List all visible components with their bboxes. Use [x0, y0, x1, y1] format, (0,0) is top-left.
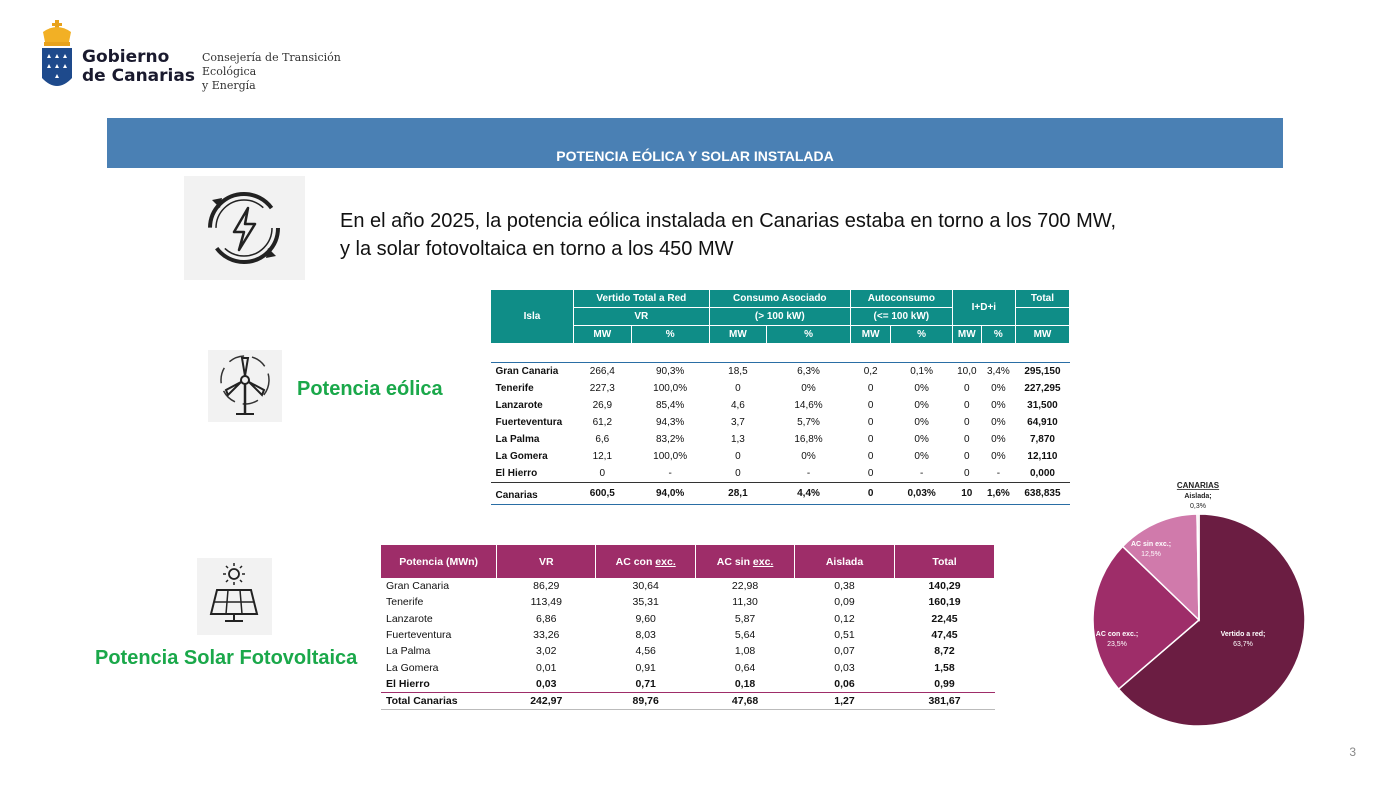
value-cell: 0,64 [734, 661, 756, 674]
value-cell: 0% [991, 434, 1006, 445]
value-cell: 28,1 [709, 483, 766, 505]
table-row [491, 380, 1070, 397]
isla-cell: Canarias [491, 483, 574, 505]
value-cell: 9,60 [635, 612, 656, 625]
value-cell: 0 [964, 451, 970, 462]
value-cell: 89,76 [596, 693, 696, 710]
unit-mw: MW [952, 326, 981, 344]
value-cell: - [806, 468, 811, 479]
unit-mw: MW [709, 326, 766, 344]
unit-mw: MW [850, 326, 891, 344]
value-cell: 1,08 [734, 645, 756, 658]
renewable-energy-icon [184, 176, 305, 280]
value-cell: 6,6 [595, 434, 610, 445]
value-cell: 47,68 [696, 693, 795, 710]
table-row [381, 676, 995, 693]
isla-cell: La Gomera [386, 661, 439, 674]
value-cell: 0% [801, 383, 816, 394]
solar-col-header: VR [497, 545, 596, 578]
value-cell: 94,0% [631, 483, 709, 505]
value-cell: 0,09 [834, 596, 855, 609]
value-cell: 14,6% [794, 400, 823, 411]
value-cell: 0,91 [635, 661, 656, 674]
value-cell: 0 [867, 468, 874, 479]
table-row [381, 594, 995, 610]
solar-panel-icon [197, 558, 272, 635]
value-cell: 0,1% [910, 366, 934, 377]
isla-cell: Tenerife [386, 596, 424, 609]
table-row [381, 578, 995, 594]
value-cell: 0 [964, 400, 970, 411]
value-cell: 47,45 [931, 629, 958, 642]
value-cell: 12,1 [592, 451, 613, 462]
value-cell: 30,64 [632, 580, 659, 593]
value-cell: 0,12 [834, 612, 855, 625]
wind-turbine-icon [208, 350, 282, 422]
wind-power-table [490, 289, 1070, 505]
value-cell: 0,71 [635, 677, 656, 690]
isla-cell: Fuerteventura [386, 629, 452, 642]
value-cell: 0,03% [891, 483, 952, 505]
isla-cell: La Palma [495, 434, 540, 445]
isla-cell: El Hierro [495, 468, 538, 479]
table-row [381, 611, 995, 627]
col-vertido-header: Vertido Total a Red [574, 290, 710, 308]
value-cell: 94,3% [655, 417, 685, 428]
value-cell: - [919, 468, 924, 479]
solar-col-header: Potencia (MWn) [381, 545, 497, 578]
value-cell: 160,19 [928, 596, 961, 609]
value-cell: 4,4% [767, 483, 851, 505]
value-cell: 381,67 [895, 693, 995, 710]
solar-pie-chart [1085, 460, 1315, 735]
value-cell: 0 [964, 468, 970, 479]
value-cell: 0,000 [1029, 468, 1055, 479]
value-cell: 100,0% [653, 451, 688, 462]
value-cell: 0 [867, 417, 874, 428]
value-cell: 1,6% [981, 483, 1015, 505]
value-cell: 0 [964, 434, 970, 445]
pie-title: CANARIAS [1176, 481, 1220, 490]
value-cell: 6,3% [797, 366, 820, 377]
value-cell: 61,2 [592, 417, 613, 428]
table-row [491, 414, 1070, 431]
value-cell: 26,9 [592, 400, 613, 411]
value-cell: 35,31 [632, 596, 659, 609]
org-name-line1: Gobierno [82, 47, 170, 67]
intro-text [340, 207, 1180, 263]
subheader-le100: (<= 100 kW) [850, 308, 952, 326]
value-cell: 0,07 [834, 645, 855, 658]
value-cell: 113,49 [530, 596, 562, 609]
subheader-gt100: (> 100 kW) [709, 308, 850, 326]
isla-cell: Fuerteventura [495, 417, 563, 428]
pie-chart-svg [1085, 460, 1315, 735]
value-cell: 227,3 [589, 383, 615, 394]
pie-slice-value: 23,5% [1107, 641, 1127, 648]
unit-mw: MW [574, 326, 632, 344]
value-cell: 22,45 [931, 612, 958, 625]
value-cell: 8,72 [934, 645, 955, 658]
value-cell: 4,56 [635, 645, 656, 658]
value-cell: 8,03 [635, 629, 656, 642]
value-cell: 0 [735, 451, 741, 462]
value-cell: 3,7 [730, 417, 745, 428]
value-cell: 12,110 [1027, 451, 1058, 462]
value-cell: 140,29 [928, 580, 961, 593]
value-cell: 227,295 [1024, 383, 1061, 394]
value-cell: 4,6 [730, 400, 745, 411]
value-cell: 242,97 [497, 693, 596, 710]
value-cell: 0,38 [834, 580, 855, 593]
value-cell: 0 [735, 468, 741, 479]
value-cell: 10,0 [957, 366, 977, 377]
wind-section-label: Potencia eólica [297, 378, 443, 400]
table-row [491, 397, 1070, 414]
value-cell: 7,870 [1029, 434, 1055, 445]
value-cell: 0 [850, 483, 891, 505]
pie-slice-label: AC sin exc.; [1130, 541, 1172, 548]
title-banner [107, 118, 1283, 168]
value-cell: 0% [991, 451, 1006, 462]
unit-pct: % [891, 326, 952, 344]
value-cell: 22,98 [731, 580, 759, 593]
subheader-total-empty [1015, 308, 1069, 326]
value-cell: 3,02 [536, 645, 557, 658]
value-cell: 0 [867, 451, 874, 462]
table-row [491, 363, 1070, 381]
solar-power-table [381, 545, 995, 710]
value-cell: 0% [991, 383, 1006, 394]
isla-cell: Lanzarote [386, 612, 433, 625]
value-cell: 0,06 [834, 677, 855, 690]
unit-pct: % [631, 326, 709, 344]
unit-pct: % [981, 326, 1015, 344]
isla-cell: La Palma [386, 645, 431, 658]
value-cell: 18,5 [728, 366, 748, 377]
solar-col-header: Aislada [794, 545, 894, 578]
value-cell: 0,2 [863, 366, 878, 377]
value-cell: 0% [914, 417, 929, 428]
value-cell: 600,5 [574, 483, 632, 505]
col-isla-header: Isla [491, 290, 574, 344]
value-cell: 5,7% [797, 417, 820, 428]
subheader-vr: VR [574, 308, 710, 326]
value-cell: 1,3 [730, 434, 745, 445]
value-cell: 0,01 [536, 661, 557, 674]
isla-cell: La Gomera [495, 451, 548, 462]
value-cell: 0 [867, 400, 874, 411]
org-name-line2: de Canarias [82, 66, 195, 86]
value-cell: 295,150 [1024, 366, 1061, 377]
value-cell: 33,26 [533, 629, 560, 642]
value-cell: 83,2% [655, 434, 685, 445]
value-cell: 0,03 [834, 661, 855, 674]
solar-col-header: AC sin exc. [696, 545, 795, 578]
intro-line2: y la solar fotovoltaica en torno a los 450 MW [340, 238, 734, 260]
pie-slice-value: 0,3% [1190, 503, 1206, 510]
dept-name-line2: y Energía [202, 79, 256, 92]
value-cell: 0 [964, 383, 970, 394]
table-row [381, 659, 995, 675]
coat-of-arms-icon [40, 20, 74, 92]
solar-col-header: AC con exc. [596, 545, 696, 578]
value-cell: 0,51 [834, 629, 855, 642]
value-cell: 5,64 [734, 629, 756, 642]
value-cell: 0 [964, 417, 970, 428]
total-row [381, 693, 995, 710]
col-consumo-header: Consumo Asociado [709, 290, 850, 308]
value-cell: 0,03 [536, 677, 557, 690]
value-cell: 638,835 [1015, 483, 1069, 505]
total-row [491, 483, 1070, 505]
value-cell: 64,910 [1027, 417, 1058, 428]
isla-cell: Total Canarias [381, 693, 497, 710]
banner-title: POTENCIA EÓLICA Y SOLAR INSTALADA [556, 148, 834, 164]
table-row [381, 643, 995, 659]
value-cell: 266,4 [589, 366, 615, 377]
table-row [491, 431, 1070, 448]
value-cell: 31,500 [1027, 400, 1058, 411]
col-idi-header: I+D+i [952, 290, 1015, 326]
value-cell: 100,0% [653, 383, 688, 394]
pie-slice-value: 12,5% [1141, 551, 1161, 558]
value-cell: - [996, 468, 1001, 479]
value-cell: 86,29 [533, 580, 560, 593]
solar-col-header: Total [895, 545, 995, 578]
value-cell: 1,58 [934, 661, 955, 674]
table-row [491, 465, 1070, 483]
col-autoconsumo-header: Autoconsumo [850, 290, 952, 308]
pie-slice-label: Aislada; [1184, 493, 1212, 500]
isla-cell: Gran Canaria [386, 580, 450, 593]
gobierno-logo [40, 20, 380, 95]
intro-line1: En el año 2025, la potencia eólica instalada en Canarias estaba en torno a los 700 MW, [340, 210, 1117, 232]
isla-cell: El Hierro [386, 677, 430, 690]
value-cell: 11,30 [732, 596, 758, 609]
value-cell: 10 [952, 483, 981, 505]
solar-section-label: Potencia Solar Fotovoltaica [95, 647, 358, 669]
unit-mw: MW [1015, 326, 1069, 344]
value-cell: 0,99 [934, 677, 955, 690]
dept-name-line1: Consejería de Transición Ecológica [202, 51, 341, 78]
value-cell: 6,86 [536, 612, 557, 625]
pie-slice-label: AC con exc.; [1095, 631, 1139, 638]
value-cell: 0 [735, 383, 741, 394]
value-cell: 0% [914, 451, 929, 462]
value-cell: 1,27 [794, 693, 894, 710]
page-number: 3 [1349, 745, 1356, 759]
isla-cell: Gran Canaria [495, 366, 559, 377]
isla-cell: Lanzarote [495, 400, 543, 411]
isla-cell: Tenerife [495, 383, 534, 394]
value-cell: 3,4% [986, 366, 1010, 377]
value-cell: 0% [991, 400, 1006, 411]
pie-slice-value: 63,7% [1233, 641, 1253, 648]
value-cell: 0% [914, 400, 929, 411]
value-cell: - [668, 468, 672, 479]
value-cell: 0,18 [734, 677, 756, 690]
value-cell: 16,8% [794, 434, 823, 445]
pie-slice-label: Vertido a red; [1220, 631, 1266, 638]
table-row [381, 627, 995, 643]
value-cell: 85,4% [655, 400, 685, 411]
col-total-header: Total [1015, 290, 1069, 308]
value-cell: 0 [599, 468, 606, 479]
value-cell: 5,87 [734, 612, 756, 625]
value-cell: 0% [801, 451, 816, 462]
value-cell: 0% [914, 383, 929, 394]
value-cell: 0 [867, 383, 874, 394]
table-spacer [491, 344, 1070, 363]
value-cell: 0 [867, 434, 874, 445]
value-cell: 0% [914, 434, 929, 445]
value-cell: 0% [991, 417, 1006, 428]
table-row [491, 448, 1070, 465]
value-cell: 90,3% [655, 366, 685, 377]
unit-pct: % [767, 326, 851, 344]
